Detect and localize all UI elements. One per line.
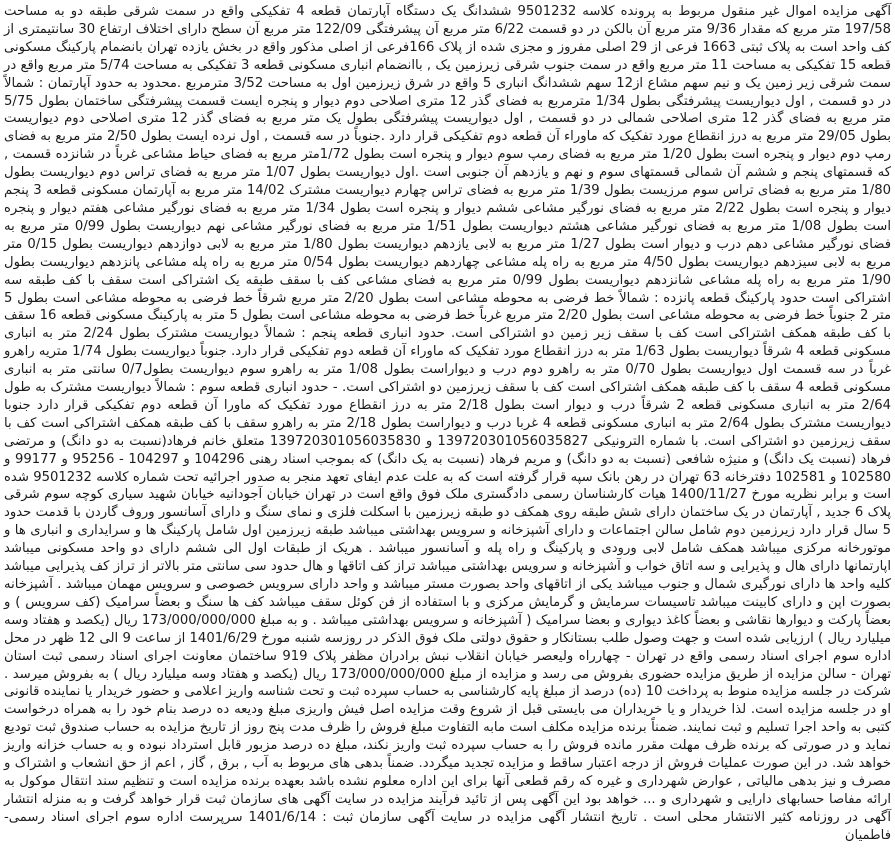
- auction-notice-text: آگهی مزایده اموال غیر منقول مربوط به پرونده کلاسه 9501232 ششدانگ یک دستگاه آپارتمان قطعه 4 تفکیکی واقع در سمت شرقی طبقه دو به مساحت 197/58 متر مربع که مقدار 9/36 متر مربع آن بالکن در دو قسمت 6/22 متر مربع آن پیشرفتگی 122/09 متر مربع آن سطح دارای اختلاف ارتفاع 30 سانتیمتری از کف واحد است به پلاک ثبتی 1663 فرعی از 29 اصلی مفروز و مجزی شده از پلاک 166فرعی از اصلی مذکور واقع در بخش یازده تهران بانضمام پارکینگ مسکونی قطعه 15 تفکیکی به مساحت 11 متر مربع واقع در سمت جنوب شرقی زیرزمین یک , باانضمام انباری مسکونی قطعه 3 تفکیکی به مساحت 5/74 متر مربع واقع در سمت شرقی زیر زمین یک و نیم سهم مشاع از12 سهم ششدانگ انباری 5 واقع در شرق زیرزمین اول به مساحت 3/52 مترمربع .محدود به حدود آپارتمان : شمالاً در دو قسمت , اول دیواریست پیشرفتگی بطول 1/34 مترمربع به فضای گذر 12 متری اصلاحی دوم دیوار و پنجره ایست قسمت پیشرفتگی ساختمان بطول 5/75 متر مربع به فضای گذر 12 متری اصلاحی شمالی در دو قسمت , اول دیواریست پیشرفتگی بطول یک متر مربع به فضای گذر 12 متری اصلاحی دوم دیواریست بطول 29/05 متر مربع به درز انقطاع مورد تفکیک که ماوراء آن قطعه دوم تفکیکی قرار دارد .جنوباً در سه قسمت , اول نرده ایست بطول 2/50 متر مربع به فضای رمپ دوم دیوار و پنجره است بطول 1/20 متر مربع به فضای رمپ سوم دیوار و پنجره است بطول 1/72متر مربع به فضای حیاط مشاعی غرباً در شانزده قسمت , که قسمتهای پنجم و ششم آن شمالی قسمتهای سوم و نهم و یازدهم آن جنوبی است .اول دیواریست بطول 1/07 متر مربع به فضای تراس دوم دیواریست بطول 1/80 متر مربع به فضای تراس سوم مرزیست بطول 1/39 متر مربع به فضای تراس چهارم دیواریست مشترک 14/02 متر مربع به آپارتمان مسکونی قطعه 3 پنجم دیوار و پنجره است بطول 2/22 متر مربع به فضای نورگیر مشاعی ششم دیوار و پنجره است بطول 1/34 متر مربع به فضای نورگیر مشاعی هفتم دیوار و پنجره است بطول 1/08 متر مربع به فضای نورگیر مشاعی هشتم دیواریست بطول 1/51 متر مربع به فضای نورگیر مشاعی نهم دیواریست بطول 0/99 متر مربع به فضای نورگیر مشاعی دهم درب و دیوار است بطول 1/27 متر مربع به لابی یازدهم دیواریست بطول 1/80 متر مربع به لابی دوازدهم دیواریست بطول 0/15 متر مربع به لابی سیزدهم دیواریست بطول 4/50 متر مربع به راه پله مشاعی چهاردهم دیواریست بطول 0/54 متر مربع به راه پله مشاعی پانزدهم دیواریست بطول 1/90 متر مربع به راه پله مشاعی شانزدهم دیواریست بطول 0/99 متر مربع به فضای مشاعی کف با سقف طبقه یک اشتراکی است سقف با کف طبقه سه اشتراکی است حدود پارکینگ قطعه پانزده : شمالاً خط فرضی به محوطه مشاعی است بطول 2/20 متر مربع شرقاً خط فرضی به محوطه مشاعی است بطول 5 متر 2 جنوباً خط فرضی به محوطه مشاعی است بطول 2/20 متر مربع غرباً خط فرضی به محوطه مشاعی است بطول 5 متر به پارکینگ مسکونی قطعه 16 سقف با کف طبقه همکف اشتراکی است کف با سقف زیر زمین دو اشتراکی است. حدود انباری قطعه پنجم : شمالاً دیواریست مشترک بطول 2/24 متر به انباری مسکونی قطعه 4 شرقاً دیواریست بطول 1/63 متر به درز انقطاع مورد تفکیک که ماوراء آن قطعه دوم تفکیکی قرار دارد. جنوباً دیواریست بطول 1/74 متریه راهرو غرباً در سه قسمت اول دیواریست بطول 0/70 متر به راهرو دوم درب و دیواراست بطول 1/08 متر به راهرو سوم دیواریست بطول0/7 سانتی متر به انباری مسکونی قطعه 4 سقف با کف طبقه همکف اشتراکی است کف با سقف زیرزمین دو اشتراکی است. - حدود انباری قطعه سوم : شمالاً دیواریست مشترک به طول 2/64 متر به انباری مسکونی قطعه 2 شرقاً درب و دیوار است بطول 2/18 متر به درز انقطاع مورد تفکیک که ماورا آن قطعه دوم تفکیکی قرار دارد جنوبا دیواریست مشترک بطول 2/64 متر به انباری مسکونی قطعه 4 غربا درب و دیواراست بطول 2/18 متر به راهرو سقف با کف طبقه همکف اشتراکی است کف با سقف زیرزمین دو اشتراکی است. با شماره الترونیکی 139720301056035827 و 139720301056035830 متعلق خانم فرهاد(نسبت به دو دانگ) و مرتضی فرهاد (نسبت یک دانگ) و منیژه شافعی (نسبت به دو دانگ) و مریم فرهاد (نسبت به یک دانگ) که بموجب اسناد رهنی 104296 و 104297 - 95256 و 99177 و 102580 و 102581 دفترخانه 63 تهران در رهن بانک سپه قرار گرفته است که به علت عدم ایفای تعهد منجر به صدور اجرائیه تحت شماره کلاسه 9501232 شده است و برابر نظریه مورخ 1400/11/27 هیات کارشناسان رسمی دادگستری ملک فوق واقع است در تهران خیابان آجودانیه خیابان شهید سیاری کوچه سوم شرقی پلاک 6 جدید , آپارتمان در یک ساختمان دارای شش طبقه روی همکف دو طبقه زیرزمین با اسکلت فلزی و نمای سنگ و دارای آسانسور وروف گاردن با قدمت حدود 5 سال قرار دارد زیرزمین دوم شامل سالن اجتماعات و دارای آشپزخانه و سرویس بهداشتی میباشد طبقه زیرزمین اول شامل پارکینگ ها و سرایداری و انباری ها و موتورخانه مرکزی میباشد همکف شامل لابی ورودی و پارکینگ و راه پله و آسانسور میباشد . هریک از طبقات اول الی ششم دارای دو واحد مسکونی میباشد اپارتمانها دارای هال و پذیرایی و سه اتاق خواب و آشپزخانه و سرویس بهداشتی میباشد تراز کف اتاقها و هال حدود سی سانتی متر بالاتر از تراز کف پذیرایی میباشد کلیه واحد ها دارای نورگیری شمال و جنوب میباشد یکی از اتاقهای واحد بصورت مستر میباشد و واحد دارای سرویس خصوصی و سرویس مهمان میباشد . آشپزخانه بصورت اپن و دارای کابینت میباشد تاسیسات سرمایش و گرمایش مرکزی و با استفاده از فن کوئل سقف میباشد کف ها سنگ و بعضاً سرامیک (کف سرویس ) و بعضاً پارکت و دیوارها نقاشی و بعضاً کاغذ دیواری و بعضا سرامیک ( آشپزخانه و سرویس بهداشتی میباشد . و به مبلغ 173/000/000/000 ریال (یکصد و هفتاد وسه میلیارد ریال ) ارزیابی شده است و جهت وصول طلب بستانکار و حقوق دولتی ملک فوق الذکر در روزسه شنبه مورخ 1401/6/29 از ساعت 9 الی 12 ظهر در محل اداره سوم اجرای اسناد رسمی واقع در تهران - چهارراه ولیعصر خیابان انقلاب نبش برادران مظفر پلاک 919 ساختمان معاونت اجرای اسناد رسمی ثبت استان تهران - سالن مزایده از طریق مزایده حضوری بفروش می رسد و مزایده از مبلغ 173/000/000/000 ریال (یکصد و هفتاد وسه میلیارد ریال ) به بفروش میرسد . شرکت در جلسه مزایده منوط به پرداخت 10 (ده) درصد از مبلغ پایه کارشناسی به حساب سپرده ثبت و تحت شناسه واریز اعلامی و حضور خریدار یا نماینده قانونی او در جلسه مزایده است. لذا خریدار و یا خریداران می بایستی قبل از شروع وقت مزایده اصل فیش واریزی مبلغ ودیعه ده درصد بنام خود را به همراه درخواست کتبی به واحد اجرا تسلیم و ثبت نمایند. ضمناً برنده مزایده مکلف است مابه التفاوت مبلغ فروش را ظرف مدت پنج روز از تاریخ مزایده به حساب صندوق ثبت تودیع نماید و در صورتی که برنده ظرف مهلت مقرر مانده فروش را به حساب سپرده ثبت واریز نکند، مبلغ ده درصد مزبور قابل استرداد نبوده و به حساب خزانه واریز خواهد شد. در این صورت عملیات فروش از درجه اعتبار ساقط و مزایده تجدید میگردد. ضمناً بدهی های مربوط به آب , برق , گاز , اعم از حق انشعاب و اشتراک و مصرف و نیز بدهی مالیاتی , عوارض شهرداری و غیره که رقم قطعی آنها برای این اداره معلوم نشده باشد بعهده برنده مزایده است و تنظیم سند انتقال موکول به ارائه مفاصا حسابهای دارایی و شهرداری و ... خواهد بود این آگهی پس از تائید فرآیند مزایده در سایت آگهی های سازمان ثبت قرار خواهد گرفت و به منزله انتشار آگهی در روزنامه کثیر الانتشار محلی است . تاریخ انتشار آگهی مزایده در سایت آگهی سازمان ثبت : 1401/6/14 سرپرست اداره سوم اجرای اسناد رسمی- فاطمیان: [4, 4, 892, 843]
